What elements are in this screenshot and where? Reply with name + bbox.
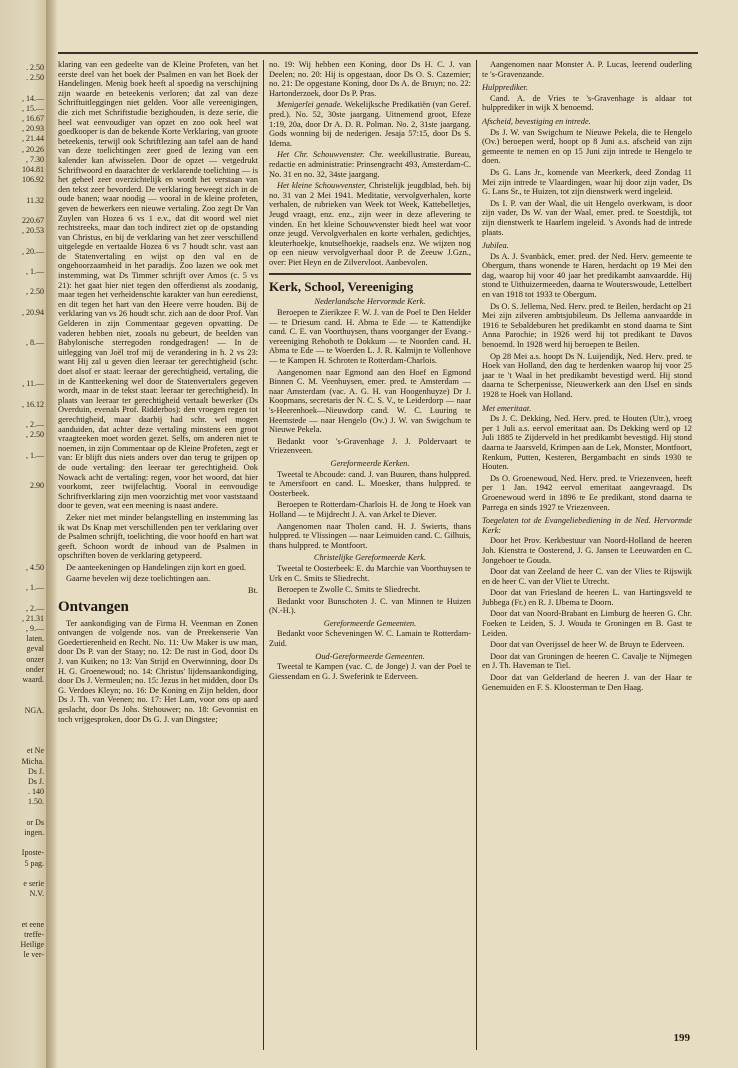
col1-signature: Bt. [247,586,258,596]
col1-paragraph: De aanteekeningen op Handelingen zijn kort en goed. [66,562,246,572]
margin-fragment: Ds J. [27,766,44,776]
news-item: Cand. A. de Vries te 's-Gravenhage is aldaar tot hulpprediker in wijk X benoemd. [482,93,692,113]
margin-fragment: , 1.— [26,450,44,460]
margin-fragment: ingen. [24,828,44,837]
news-item: Ds J. W. van Swigchum te Nieuwe Pekela, die te Hengelo (Ov.) beroepen werd, hoopt op 8 Juni a.s. afscheid van zijn gemeente te nemen en op 15 Juni zijn intrede te Hengelo te doen. [482,127,692,166]
column-2 [269,60,471,1060]
margin-fragment: waard. [22,675,44,684]
chr-schouwvenster-title: Het Chr. Schouwvenster. [277,150,365,160]
margin-fragment: onzer [26,654,44,664]
church-news-item: Beroepen te Rotterdam-Charlois H. de Jong te Hoek van Holland — te Mijdrecht J. A. van Arkel te Diever. [269,500,471,519]
margin-fragment: . 140 [28,787,44,797]
margin-fragment: or Ds [26,817,44,827]
news-item: Ds O. S. Jellema, Ned. Herv. pred. te Beilen, herdacht op 21 Mei zijn zilveren ambtsjubileum. Ds Jellema aanvaardde in 1916 te Sebaldeburen het predikambt en stond daarna te Sint Anna Parochie; in 1926 werd hij tot predikant te Davos benoemd. In 1928 werd hij beroepen te Beilen. [482,301,692,350]
margin-fragment: 5 pag. [24,858,44,868]
news-item: Ds J. C. Dekking, Ned. Herv. pred. te Houten (Utr.), vroeg per 1 Juli a.s. eervol emeritaat aan. Ds Dekking werd op 12 Juli 1885 te Zijderveld in het predikambt bevestigd. Hij stond daarna te Jaarsveld, Krimpen aan de Lek, Monster, Montfoort, Renkum, Putten, Kesteren, Bergambacht en sinds 1930 te Houten. [482,414,692,472]
klein-schouwvenster-title: Het kleine Schouwvenster, [277,181,367,191]
chr-schouwvenster-entry [269,150,471,179]
news-item: Door dat van Overijssel de heer W. de Bruyn te Ederveen. [490,640,685,650]
margin-fragment: , 16.67 [22,114,44,123]
margin-fragment: , 9.— [26,624,44,633]
news-item: Ds G. Lans Jr., komende van Meerkerk, deed Zondag 11 Mei zijn intrede te Vlaardingen, waar hij door zijn vader, Ds G. Lans Sr., te Huizen, tot zijn dienstwerk werd ingeleid. [482,167,692,197]
news-item: Door dat van Friesland de heeren L. van Hartingsveld te Jubbega (Fr.) en R. J. IJbema te Doorn. [482,588,692,607]
margin-fragment: et Ne [26,746,44,756]
margin-fragment: Micha. [21,756,44,766]
col1-paragraph: Zeker niet met minder belangstelling en instemming las ik wat Ds Knap met verschillenden pen ter verklaring over de Psalmen schrijft, toelichting, die voor hoofd en hart wat geeft. Schoon wordt de inhoud van de Psalmen in opschriften boven de verklaring getypeerd. [58,512,258,561]
margin-fragment: , 2.— [26,420,44,429]
church-news-item: Aangenomen naar Egmond aan den Hoef en Egmond Binnen C. M. Veenhuysen, emer. pred. te Amsterdam — naar Amsterdam (vac. A. G. H. van Hoogenhuyze) Dr J. Koopmans, secretaris der N. C. S. V., te Leiderdorp — naar 's-Heerenhoek—Nieuwdorp cand. W. C. Luuring te Heemstede — naar Hengelo (Ov.) J. W. van Swigchum te Nieuwe Pekela. [269,367,471,435]
page-number: 199 [673,1032,690,1044]
news-item: Door dat van Noord-Brabant en Limburg de heeren G. Chr. Foeken te Leiden, S. J. Wouda te Groningen en B. Gast te Leiden. [482,609,692,638]
chr-schouwvenster-text: Chr. weekillustratie. Bureau, redactie en administratie: Prinsengracht 493, Amsterdam-C. No. 31 en no. 32, 34ste jaargang. [269,150,471,179]
church-news-item: Tweetal te Abcoude: cand. J. van Buuren, thans hulppred. te Amersfoort en cand. L. Moesker, thans hulppred. te Oosterbeek. [269,469,471,498]
church-news-item: Beroepen te Zierikzee F. W. J. van de Poel te Den Helder — te Driesum cand. H. Abma te Ede — te Kattendijke cand. C. E. van Voorthuysen, thans voorganger der Evang.-vereeniging Rehoboth te Dokkum — te Noorden cand. H. Abma te Ede — te Woerden L. J. R. Kalmijn te Vollenhove — te Kampen H. Schroten te Rotterdam-Charlois. [269,308,471,366]
margin-fragment: NGA. [24,705,44,715]
margin-fragment: le ver- [23,950,44,960]
church-news-item: Tweetal te Oosterbeek: E. du Marchie van Voorthuysen te Urk en C. Smits te Sliedrecht. [269,563,471,583]
margin-fragment: 11.32 [26,195,44,205]
news-item: Door het Prov. Kerkbestuur van Noord-Holland de heeren Joh. Kienstra te Oosterend, J. G. Jansen te Leeuwarden en C. Jongeboer te Gouda. [482,536,692,565]
heading-ontvangen: Ontvangen [58,598,129,615]
news-item: Door dat van Groningen de heeren C. Cavalje te Nijmegen en J. Th. Haveman te Tiel. [482,651,692,671]
news-section-title: Hulpprediker. [482,83,528,93]
news-item: Door dat van Gelderland de heeren J. van der Haar te Genemuiden en F. S. Kloosterman te Den Haag. [482,673,692,692]
margin-fragment: , 20.93 [22,124,44,134]
news-section-title: Toegelaten tot de Evangeliebediening in de Ned. Hervormde Kerk: [482,516,692,535]
margin-fragment: , 20.94 [22,307,44,317]
heading-kerk-school: Kerk, School, Vereeniging [269,279,414,295]
top-rule [58,52,698,54]
margin-fragment: 2.90 [30,481,44,491]
margin-fragment: Heilige [20,940,44,950]
margin-fragment: , 16.12 [22,399,44,409]
col1-paragraph: Gaarne bevelen wij deze toelichtingen aan. [66,574,211,584]
margin-fragment: 220.67 [22,216,44,225]
church-news-item: Aangenomen naar Tholen cand. H. J. Swierts, thans hulppred. te Vlissingen — naar Leimuiden cand. C. Gilhuis, thans hulppred. te Montfoort. [269,521,471,550]
church-section-title: Gereformeerde Kerken. [330,458,410,468]
margin-fragment: . 2.50 [26,63,44,72]
margin-fragment: , 4.50 [26,562,44,572]
column-3 [482,60,692,1020]
margin-fragment: N.V. [29,889,44,899]
previous-page-fold [0,0,47,1068]
margin-fragment: 104.81 [22,165,44,174]
margin-fragment: , 7.30 [26,154,44,164]
column-divider [476,60,477,1050]
news-item: Ds I. P. van der Waal, die uit Hengelo overkwam, is door zijn vader, Ds W. van der Waal, emer. pred. te Soestdijk, tot zijn dienstwerk te Haarlem ingeleid. 's Avonds had de intrede plaats. [482,198,692,237]
church-news-item: Bedankt voor Bunschoten J. C. van Minnen te Huizen (N.-H.). [269,596,471,616]
church-news-item: Bedankt voor 's-Gravenhage J. J. Poldervaart te Vriezenveen. [269,436,471,456]
margin-fragment: e serie [23,879,44,888]
margin-fragment: , 2.50 [26,430,44,440]
margin-fragment: . 2.50 [26,73,44,83]
menigerlei-text: Wekelijksche Predikatiën (van Geref. pred.). No. 52, 30ste jaargang. Uitnemend groot, Efeze 1:19, 20a, door Dr A. D. R. Polman. No. 2, 31ste jaargang. Gods wonning bij de nederigen. Jesaja 57:15, door Ds S. Idema. [269,100,471,148]
newspaper-page [58,52,698,1062]
margin-fragment: laten. [26,634,44,644]
column-divider [263,60,264,1050]
news-section-title: Afscheid, bevestiging en intrede. [482,116,591,126]
margin-fragment: et eene [21,919,44,929]
col1-paragraph: klaring van een gedeelte van de Kleine Profeten, van het eerste deel van het boek der Psalmen en van het Boek der Handelingen. Menig boek heeft al spoedig na verschijning zijn waarde en beteekenis verloren; dat zal van deze Schriftuitleggingen niet gelden. Voor alle vereenigingen, die zich met Schriftstudie bezighouden, is deze serie, die heel wat eenvoudiger van opzet en zoo ook heel wat goedkooper is dan de bekende Korte Verklaring, van groote beteekenis, terwijl ook Schriftlezing aan tafel aan de hand van deze toelichtingen zeer goed de lezing van een kalender kan afwisselen. Door de opzet — vetgedrukt Schriftwoord en daarachter de verklarende toelichting — is het geheel zeer overzichtelijk en wordt het verstaan van den tekst zeer bevorderd. De verklaring beweegt zich in de oude banen; waar noodig — vooral in de kleine profeten, geven de bewerkers een nieuwe vertaling. Zoo zegt Dr Van Zuylen van Hozea 6 vs 1 e.v., dat dit woord wel niet rechtstreeks, maar dan toch indirect ziet op de opstanding van Christus, en bij de verklaring van het zeer verschillend uitgelegde en vertaalde Hozea 6 vs 7 houdt schr. vast aan de Statenvertaling en wijst op den val en de ongehoorzaamheid in het paradijs. Zoo lazen we ook met instemming, wat Ds Timmer schrijft over Amos (c. 5 vs 21): het gaat hier niet tegen den offerdienst als zoodanig, maar tegen het verheidenschte karakter van hun eeredienst, en dit tegen het hart van den Heere verre houden. Bij de verklaring van vs 26 houdt schr. zich aan de door Prof. Van Gelderen in zijn Commentaar gegeven opvatting. De vaderen hebben niet, zooals nu gebeurt, de beelden van Babylonische sterregoden rondgedragen! — In de uitlegging van Joël trof mij de verandering in h. 2 vs 23: want Hij zal u geven dien leeraar ter gerechtigheid (schr. doet alsof er staat: leeraar der gerechtigheid, vertaling, die in de Kantteekening wel door de Statenvertalers gegeven wordt, maar in de tekst staat: leeraar ter gerechtigheid). In plaats van leeraar ter gerechtigheid vertaalt bewerker (Ds Overduin, evenals Prof. Ridderbos): den vroegen regen tot gerechtigheid, maar daarbij had schr. wel mogen aanduiden, dat achter deze vertaling minstens een groot vraagteeken moet worden gezet. Selfs, om anderen niet te noemen, in zijn Commentaar op de Kleine Profeten, zegt er van: Er blijft dus niets anders over dan terug te grijpen op de oude vertaling: den leeraar ter gerechtigheid. Ook Nowack acht de vertaling: regen, voor het woord, dat hier voorkomt, zeer twijfelachtig. Vooral in eenvoudige Schriftverklaring zijn men voorzichtig met voor vaststaand door te geven, wat een meening is naast andere. [58,60,258,511]
margin-fragment: , 20.53 [22,226,44,236]
menigerlei-title: Menigerlei genade. [277,100,343,110]
margin-fragment: Ds J. [27,777,44,786]
column-1 [58,60,258,1060]
margin-fragment: Iposte- [21,848,44,858]
church-section-title: Christelijke Gereformeerde Kerk. [313,553,427,563]
section-rule [269,273,471,275]
news-item: Ds A. J. Svanbäck, emer. pred. der Ned. Herv. gemeente te Obergum, thans wonende te Haren, herdacht op 19 Mei den dag, waarop hij voor 40 jaar het predikambt aanvaardde. Hij stond te Uithuizermeeden, daarna te Wouterswoude, Lettelbert en van 1918 tot 1933 te Obergum. [482,251,692,300]
news-section-title: Met emeritaat. [482,403,532,413]
margin-fragment: geval [26,644,44,654]
klein-schouwvenster-entry [269,181,471,267]
margin-fragment: , 2.— [26,603,44,613]
book-gutter [46,0,58,1068]
margin-fragment: , 20.— [22,246,44,256]
col3-lead: Aangenomen naar Monster A. P. Lucas, leerend ouderling te 's-Gravenzande. [482,60,692,79]
klein-schouwvenster-text: Christelijk jeugdblad, beh. bij no. 31 van 2 Mei 1941. Meditatie, vervolgverhalen, korte verhalen, de rubrieken van Week tot Week, Kattebelletjes, Jeugd vraagt, enz. enz., zijn weer in deze aflevering te vinden. En het kleine Schouwvenster biedt heel wat voor onze jeugd. Vervolgverhalen en korte verhalen, gedichtjes, kleuterhoekje, knutselhoekje, raadsels enz. We wijzen nog op een nieuw vervolgverhaal door P. de Zeeuw J.Gzn., over: Piet Heyn en de Zilvervloot. Aanbevolen. [269,181,471,267]
col3-sections [482,83,692,692]
news-item: Ds O. Groenewoud, Ned. Herv. pred. te Vriezenveen, heeft per 1 Jan. 1942 eervol emeritaat aangevraagd. Ds Groenewoud werd in 1896 te Ee predikant, stond daarna te Parrega en sinds 1927 te Vriezenveen. [482,473,692,512]
margin-fragment: 106.92 [22,175,44,185]
news-section-title: Jubilea. [482,241,509,251]
margin-fragment: , 20.26 [22,144,44,154]
church-news-item: Beroepen te Zwolle C. Smits te Sliedrecht. [277,585,421,595]
margin-fragment: , 11.— [22,379,44,389]
margin-fragment: , 1.— [26,583,44,593]
news-item: Op 28 Mei a.s. hoopt Ds N. Luijendijk, Ned. Herv. pred. te Hoek van Holland, den dag te herdenken waarop hij voor 25 jaar te 't Waal in het predikambt bevestigd werd. Hij stond daarna te Scherpenisse, Nieuwerkerk aan den IJsel en sinds 1928 te Hoek van Holland. [482,351,692,399]
margin-fragment: , 21.31 [22,613,44,623]
margin-fragment: 1.50. [28,797,44,807]
church-section-title: Gereformeerde Gemeenten. [323,618,417,628]
margin-fragment: onder [25,664,44,674]
margin-fragment: , 15.— [22,103,44,113]
margin-fragment: , 21.44 [22,134,44,144]
margin-fragment: , 14.— [22,93,44,103]
col2-blocks [269,297,471,681]
ontvangen-text: Ter aankondiging van de Firma H. Veenman en Zonen ontvangen de volgende nos. van de Preekenserie Van Goedertierenheid en Recht. No. 11: Uw Maker is uw man, door Ds P. van der Staay; no. 12: De rust in God, door Ds J. van Kuiken; no 13: Van Strijd en Overwinning, door Ds H. G. Groenewoud; no. 14: Christus' lijdensaankondiging, door Ds J. Vermeulen; no. 15: Jezus in het midden, door Ds G. Verdoes Kleyn; no. 16: De Koning en Zijn helden, door Ds J. Th. van Veenen; no. 17: Het Lam, voor ons op aard geslacht, door Ds Johs. Stehouwer; no. 18: Gevonnist en toch vrijgesproken, door Ds G. J. van Dingstee; [58,618,258,724]
church-news-item: Tweetal te Kampen (vac. C. de Jonge) J. van der Poel te Giessendam en G. J. Sweferink te Ederveen. [269,662,471,681]
church-section-title: Oud-Gereformeerde Gemeenten. [315,651,425,661]
margin-fragment: , 1.— [26,267,44,276]
col2-lead: no. 19: Wij hebben een Koning, door Ds H. C. J. van Deelen; no. 20: Hij is opgestaan, door Ds O. S. Cazemier; no. 21: De opgestane Koning, door Ds A. de Bruyn; no. 22: Hartonderzoek, door Ds P. Pras. [269,60,471,98]
church-section-title: Nederlandsche Hervormde Kerk. [314,297,426,307]
margin-fragment: , 8.— [26,338,44,348]
margin-fragment: treffe- [24,930,44,939]
church-news-item: Bedankt voor Scheveningen W. C. Lamain te Rotterdam-Zuid. [269,629,471,649]
margin-fragment: , 2.50 [26,287,44,297]
news-item: Door dat van Zeeland de heer C. van der Vlies te Rijswijk en de heer C. van der Vliet te Utrecht. [482,567,692,586]
menigerlei-entry [269,100,471,148]
